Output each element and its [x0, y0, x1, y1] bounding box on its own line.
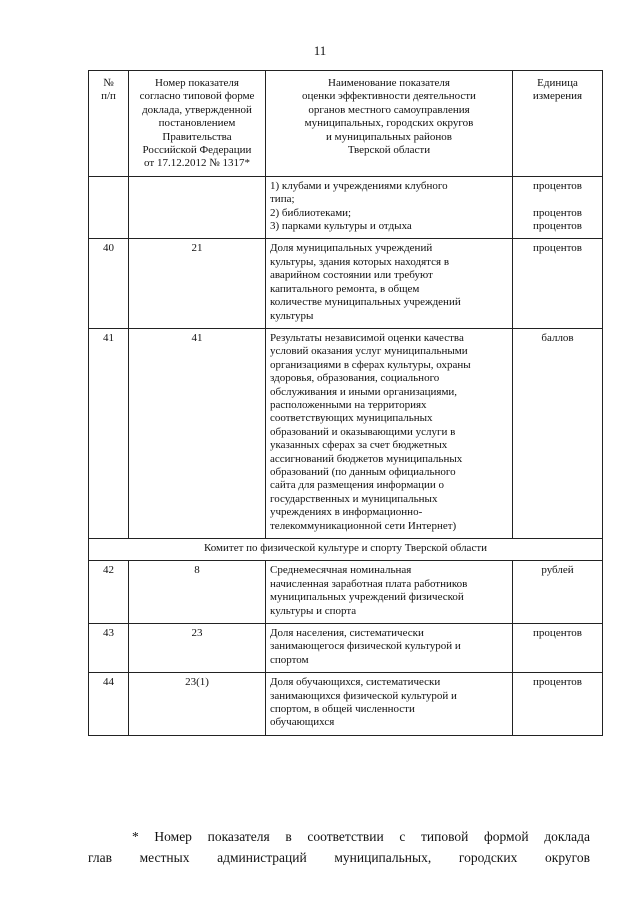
unit-line: баллов: [541, 331, 574, 344]
header-line: органов местного самоуправления: [308, 103, 470, 116]
cell-num: [89, 176, 129, 239]
name-line: 2) библиотеками;: [270, 206, 352, 219]
page-number: 11: [313, 43, 327, 58]
cell-num: 41: [89, 328, 129, 538]
name-line: государственных и муниципальных: [270, 492, 438, 505]
table-row: [89, 176, 603, 239]
name-line: спортом, в общей численности: [270, 703, 415, 716]
table-row: [89, 239, 603, 328]
table-row: [89, 328, 603, 538]
header-line: от 17.12.2012 № 1317*: [144, 157, 250, 170]
name-line: типа;: [270, 193, 295, 206]
header-line: оценки эффективности деятельности: [302, 90, 476, 103]
cell-name: [266, 673, 513, 736]
header-unit: [513, 71, 603, 177]
indicator-table: [88, 70, 603, 736]
footnote-line-1: * Номер показателя в соответствии с типовой формой доклада: [132, 829, 590, 844]
name-line: образований (по данным официального: [270, 465, 456, 478]
name-line: капитального ремонта, в общем: [270, 282, 420, 295]
table-header-row: [89, 71, 603, 177]
cell-unit: [513, 239, 603, 328]
unit-line: рублей: [541, 564, 574, 577]
header-line: №: [103, 77, 114, 89]
header-line: и муниципальных районов: [326, 130, 452, 143]
cell-code: 21: [129, 239, 266, 328]
unit-line: процентов: [533, 676, 582, 689]
cell-name: [266, 561, 513, 624]
header-line: муниципальных, городских округов: [304, 117, 474, 130]
cell-unit: [513, 561, 603, 624]
name-line: указанных сферах за счет бюджетных: [270, 439, 448, 452]
header-line: постановлением: [158, 117, 236, 130]
header-line: доклада, утвержденной: [142, 103, 252, 116]
cell-num: 44: [89, 673, 129, 736]
header-line: п/п: [101, 90, 116, 103]
cell-num: 42: [89, 561, 129, 624]
name-line: телекоммуникационной сети Интернет): [270, 519, 457, 532]
header-line: измерения: [532, 90, 583, 103]
cell-num: 40: [89, 239, 129, 328]
name-line: муниципальных учреждений физической: [270, 591, 464, 604]
cell-unit: [513, 176, 603, 239]
unit-line: [517, 193, 598, 206]
header-line: Наименование показателя: [328, 77, 450, 89]
name-line: Результаты независимой оценки качества: [270, 331, 464, 344]
header-line: Номер показателя: [155, 77, 239, 89]
unit-line: процентов: [533, 220, 582, 233]
name-line: образований и оказывающими услуги в: [270, 425, 456, 438]
name-line: спортом: [270, 653, 309, 666]
name-line: культуры и спорта: [270, 604, 357, 617]
header-num: [89, 71, 129, 177]
cell-name: [266, 624, 513, 673]
cell-code: 23(1): [129, 673, 266, 736]
cell-code: [129, 176, 266, 239]
name-line: организациями в сферах культуры, охраны: [270, 358, 471, 371]
footnote-line-2: глав местных администраций муниципальных, городских округов: [88, 850, 590, 865]
cell-name: [266, 328, 513, 538]
unit-line: процентов: [533, 242, 582, 255]
name-line: культуры: [270, 309, 314, 322]
name-line: Доля населения, систематически: [270, 627, 424, 640]
header-name: [266, 71, 513, 177]
name-line: обслуживания и иными организациями,: [270, 385, 458, 398]
name-line: соответствующих муниципальных: [270, 412, 433, 425]
name-line: сайта для размещения информации о: [270, 479, 445, 492]
unit-line: процентов: [533, 627, 582, 640]
name-line: обучающихся: [270, 716, 335, 729]
cell-code: 41: [129, 328, 266, 538]
header-line: согласно типовой форме: [139, 90, 255, 103]
cell-unit: [513, 624, 603, 673]
name-line: здоровья, образования, социального: [270, 372, 440, 385]
header-code: [129, 71, 266, 177]
name-line: 3) парками культуры и отдыха: [270, 220, 412, 233]
name-line: занимающихся физической культурой и: [270, 689, 457, 702]
cell-name: [266, 239, 513, 328]
name-line: аварийном состоянии или требуют: [270, 269, 433, 282]
name-line: 1) клубами и учреждениями клубного: [270, 179, 448, 192]
name-line: Доля обучающихся, систематически: [270, 676, 441, 689]
unit-line: процентов: [533, 179, 582, 192]
header-line: Единица: [537, 77, 578, 89]
name-line: начисленная заработная плата работников: [270, 577, 468, 590]
name-line: расположенными на территориях: [270, 398, 427, 411]
name-line: условий оказания услуг муниципальными: [270, 345, 468, 358]
name-line: Доля муниципальных учреждений: [270, 242, 433, 255]
cell-unit: [513, 673, 603, 736]
unit-line: процентов: [533, 206, 582, 219]
cell-num: 43: [89, 624, 129, 673]
name-line: количестве муниципальных учреждений: [270, 296, 461, 309]
name-line: учреждениях в информационно-: [270, 506, 423, 519]
cell-code: 8: [129, 561, 266, 624]
table-row: [89, 561, 603, 624]
cell-unit: [513, 328, 603, 538]
header-line: Тверской области: [347, 144, 431, 157]
table-row: [89, 624, 603, 673]
header-line: Российской Федерации: [142, 144, 252, 157]
cell-name: [266, 176, 513, 239]
name-line: ассигнований бюджетов муниципальных: [270, 452, 463, 465]
cell-code: 23: [129, 624, 266, 673]
name-line: Среднемесячная номинальная: [270, 564, 412, 577]
section-title: Комитет по физической культуре и спорту Тверской области: [89, 539, 603, 561]
header-line: Правительства: [162, 130, 232, 143]
section-row: [89, 539, 603, 561]
name-line: занимающегося физической культурой и: [270, 640, 461, 653]
table-row: [89, 673, 603, 736]
footnote: [88, 826, 590, 868]
name-line: культуры, здания которых находятся в: [270, 255, 450, 268]
